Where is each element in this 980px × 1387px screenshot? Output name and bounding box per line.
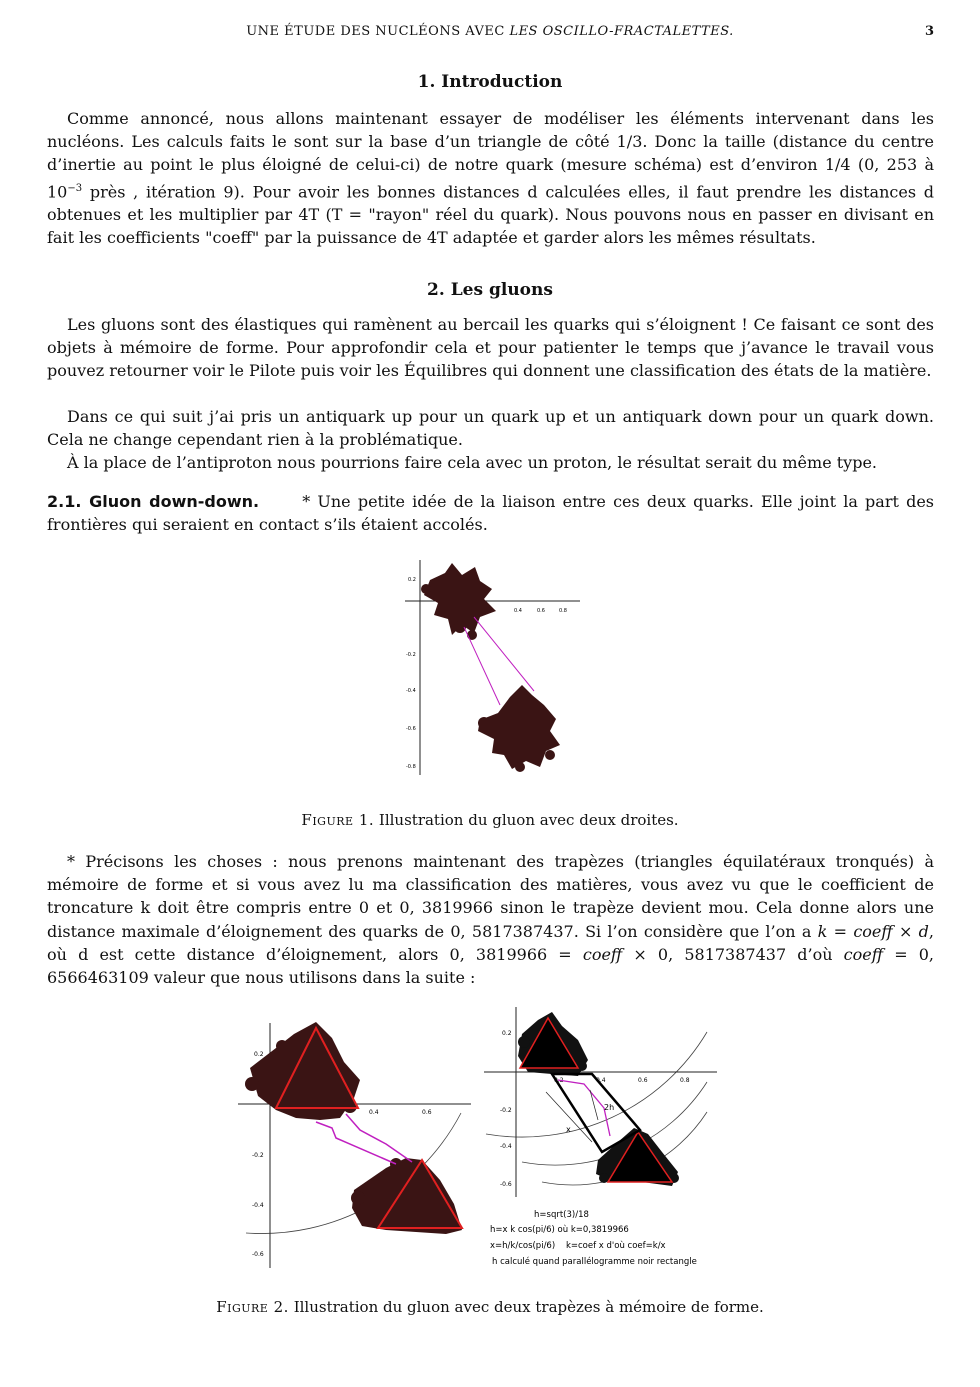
fig1-tick-y-2: -0.2 [406,652,416,658]
section-title-gluons: 2. Les gluons [427,280,553,300]
fig1-tick-y-4: -0.6 [406,726,416,732]
fig1-quark-bottom [478,685,560,772]
fig2r-label-x: x [566,1125,571,1134]
figure-2-right-plot [482,1002,722,1272]
fig2r-tick-y-4: -0.6 [500,1181,512,1188]
fig1-gluon-line-2 [474,617,534,691]
fig2r-formula-1: h=sqrt(3)/18 [534,1210,589,1220]
fig2r-label-2h: 2h [604,1103,615,1112]
figure-1-caption: Figure 1. Illustration du gluon avec deux droites. [301,811,679,829]
fig2l-tick-y-1: 0.2 [254,1051,264,1058]
figure-2-caption: Figure 2. Illustration du gluon avec deux trapèzes à mémoire de forme. [216,1298,764,1316]
fig1-tick-y-3: -0.4 [406,688,416,694]
fig2r-formula-3: x=h/k/cos(pi/6) k=coef x d'où coef=k/x [490,1241,666,1251]
gluons-paragraph-3: À la place de l’antiproton nous pourrions faire cela avec un proton, le résultat serait du même type. [67,453,878,472]
fig2r-tick-x-4: 0.8 [680,1077,690,1084]
running-header: UNE ÉTUDE DES NUCLÉONS AVEC LES OSCILLO-FRACTALETTES. [246,24,734,39]
fig1-gluon-line-1 [464,627,500,705]
intro-paragraph: Comme annoncé, nous allons maintenant essayer de modéliser les éléments intervenant dans les nucléons. Les calculs faits le sont sur la base d’un triangle de côté 1/3. Donc la taille (distance du centre d’inertie au point le plus éloigné de celui-ci) de notre quark (mesure schéma) est d’environ 1/4 (0, 253 à $10^{-3}$ près , itération 9). Pour avoir les bonnes distances d calculées elles, il faut prendre les distances d obtenues et les multiplier par 4T (T = "rayon" réel du quark). Nous pouvons nous en passer en divisant en fait les coefficients "coeff" par la puissance de 4T adaptée et garder alors les mêmes résultats. [47,109,934,248]
fig1-tick-x-3: 0.6 [537,608,545,614]
fig2r-formula-2: h=x k cos(pi/6) où k=0,3819966 [490,1225,629,1235]
gluons-paragraph-2: Dans ce qui suit j’ai pris un antiquark up pour un quark up et un antiquark down pour un quark down. Cela ne change cependant rien à la problématique. [47,407,934,450]
fig2l-tick-x-3: 0.6 [422,1109,432,1116]
fig2r-tick-x-2: 0.4 [596,1077,606,1084]
fig2l-gluon-2 [346,1114,412,1162]
fig2l-tick-x-2: 0.4 [369,1109,379,1116]
subsection-gluon-down-down: 2.1. Gluon down-down. * Une petite idée de la liaison entre ces deux quarks. Elle joint la part des frontières qui seraient en contact s’ils étaient accolés. [47,492,935,535]
fig1-tick-x-2: 0.4 [514,608,522,614]
subsection-title: 2.1. Gluon down-down. [47,492,260,511]
fig2r-tick-y-3: -0.4 [500,1143,512,1150]
figure-2-left-plot [236,1018,476,1273]
fig2l-tick-y-3: -0.4 [252,1202,264,1209]
section-title-introduction: 1. Introduction [417,72,563,92]
fig2r-tick-x-3: 0.6 [638,1077,648,1084]
fig1-tick-y-5: -0.8 [406,764,416,770]
page-number: 3 [924,24,934,39]
fig2r-tick-x-1: 0.2 [554,1077,564,1084]
trapezes-paragraph: * Précisons les choses : nous prenons maintenant des trapèzes (triangles équilatéraux tronqués) à mémoire de forme et si vous avez lu ma classification des matières, vous avez vu que le coefficient de troncature k doit être compris entre 0 et 0, 3819966 sinon le trapèze devient mou. Cela donne alors une distance maximale d’éloignement des quarks de 0, 5817387437. Si l’on considère que l’on a k = coeff × d, où d est cette distance d’éloignement, alors 0, 3819966 = coeff × 0, 5817387437 d’où coeff = 0, 6566463109 valeur que nous utilisons dans la suite : [47,852,934,988]
fig2l-quark-bottom [351,1158,462,1234]
fig2r-tick-y-2: -0.2 [500,1107,512,1114]
fig2l-tick-y-2: -0.2 [252,1152,264,1159]
fig2r-formula-4: h calculé quand parallélogramme noir rectangle [492,1257,697,1267]
fig1-tick-x-4: 0.8 [559,608,567,614]
fig2r-tick-y-1: 0.2 [502,1030,512,1037]
gluons-paragraph-1: Les gluons sont des élastiques qui ramènent au bercail les quarks qui s’éloignent ! Ce faisant ce sont des objets à mémoire de forme. Pour approfondir cela et pour patienter le temps que j’avance le travail vous pouvez retourner voir le Pilote puis voir les Équilibres qui donnent une classification des états de la matière. [47,315,934,381]
fig2l-tick-y-4: -0.6 [252,1251,264,1258]
fig2l-quark-top [245,1022,360,1120]
fig1-tick-y-1: 0.2 [408,577,416,583]
figure-1-plot [400,555,585,780]
